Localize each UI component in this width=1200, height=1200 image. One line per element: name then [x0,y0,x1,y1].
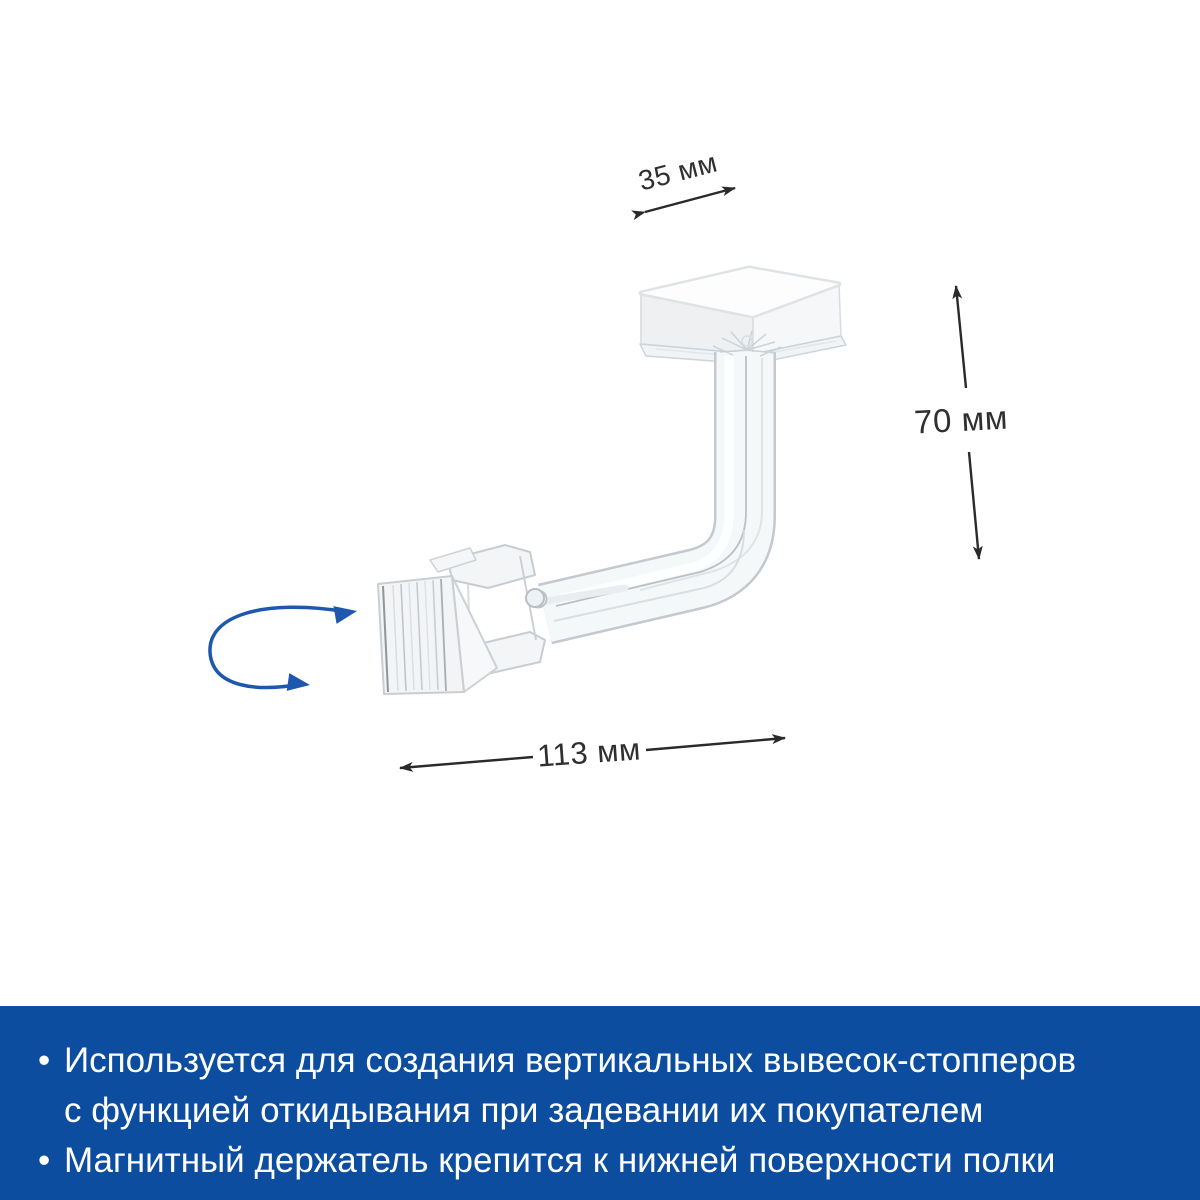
bullet-icon: • [38,1041,51,1080]
rotation-arrow-icon [210,606,357,691]
hinge-pin [526,589,544,607]
dimension-arrow-113-left [400,757,533,768]
bullet-item-1-line-2 [38,1086,1180,1136]
bullet-item-2-text-1: Магнитный держатель крепится к нижней поверхности полки [64,1141,1056,1180]
acrylic-arm [530,352,763,621]
dimension-label-113: 113 мм [536,731,642,774]
bullet-item-1-text-1: Используется для создания вертикальных вывесок-стопперов [64,1041,1077,1080]
dimension-label-35: 35 мм [635,146,721,197]
footer-banner [0,1006,1200,1200]
magnetic-base [641,268,841,354]
bullet-item-1-text-2: с функцией откидывания при задевании их покупателем [64,1091,984,1130]
bullet-icon: • [38,1141,51,1180]
bullet-item-1-line-1 [38,1036,1180,1086]
dimension-arrow-70-bottom [969,452,979,559]
dimension-arrow-113-right [646,738,785,750]
dimension-arrow-70-top [956,286,966,388]
dimension-label-70: 70 мм [913,398,1009,441]
bullet-item-2-line-1 [38,1136,1180,1186]
dimension-arrows [400,188,979,768]
